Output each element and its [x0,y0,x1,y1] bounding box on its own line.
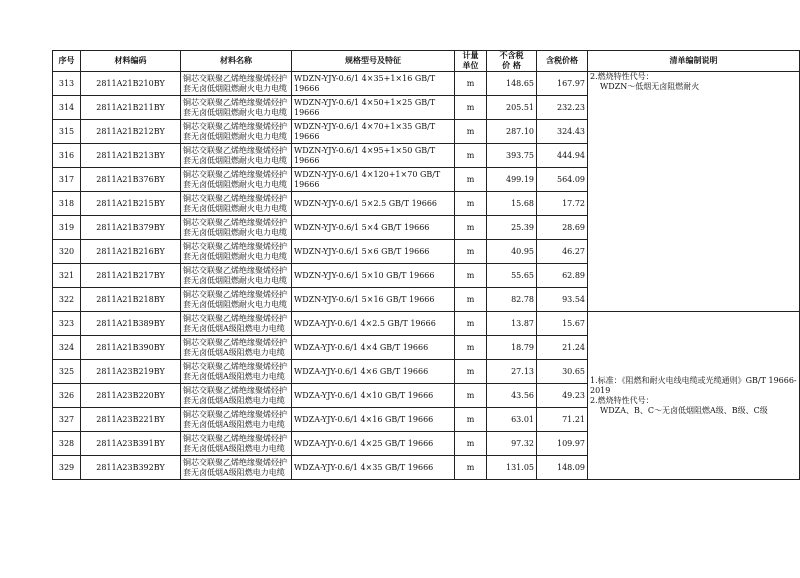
spec-cell: WDZN-YJY-0.6/1 4×120+1×70 GB/T 19666 [292,168,455,192]
code-cell: 2811A21B376BY [81,168,181,192]
code-cell: 2811A23B219BY [81,360,181,384]
seq-cell: 325 [53,360,81,384]
price-ex-tax-cell: 43.56 [487,384,537,408]
code-cell: 2811A23B391BY [81,432,181,456]
price-ex-tax-cell: 205.51 [487,96,537,120]
material-name-cell: 铜芯交联聚乙烯绝缘聚烯烃护套无卤低烟阻燃耐火电力电缆 [181,96,292,120]
material-name-cell: 铜芯交联聚乙烯绝缘聚烯烃护套无卤低烟阻燃耐火电力电缆 [181,192,292,216]
material-name-cell: 铜芯交联聚乙烯绝缘聚烯烃护套无卤低烟阻燃耐火电力电缆 [181,264,292,288]
material-name-cell: 铜芯交联聚乙烯绝缘聚烯烃护套无卤低烟A级阻燃电力电缆 [181,432,292,456]
material-name-cell: 铜芯交联聚乙烯绝缘聚烯烃护套无卤低烟阻燃耐火电力电缆 [181,120,292,144]
unit-cell: m [455,360,487,384]
unit-cell: m [455,264,487,288]
spec-cell: WDZA-YJY-0.6/1 4×2.5 GB/T 19666 [292,312,455,336]
material-name-cell: 铜芯交联聚乙烯绝缘聚烯烃护套无卤低烟阻燃耐火电力电缆 [181,240,292,264]
price-ex-tax-cell: 393.75 [487,144,537,168]
material-name-cell: 铜芯交联聚乙烯绝缘聚烯烃护套无卤低烟阻燃耐火电力电缆 [181,168,292,192]
seq-cell: 324 [53,336,81,360]
price-ex-tax-cell: 63.01 [487,408,537,432]
code-cell: 2811A21B215BY [81,192,181,216]
code-cell: 2811A21B389BY [81,312,181,336]
price-in-tax-cell: 30.65 [537,360,588,384]
header-unit: 计量 单位 [455,51,487,72]
price-in-tax-cell: 17.72 [537,192,588,216]
code-cell: 2811A23B221BY [81,408,181,432]
material-name-cell: 铜芯交联聚乙烯绝缘聚烯烃护套无卤低烟阻燃耐火电力电缆 [181,144,292,168]
code-cell: 2811A21B212BY [81,120,181,144]
price-ex-tax-cell: 55.65 [487,264,537,288]
materials-table [52,50,800,480]
price-ex-tax-cell: 40.95 [487,240,537,264]
material-name-cell: 铜芯交联聚乙烯绝缘聚烯烃护套无卤低烟A级阻燃电力电缆 [181,336,292,360]
spec-cell: WDZN-YJY-0.6/1 4×50+1×25 GB/T 19666 [292,96,455,120]
spec-cell: WDZN-YJY-0.6/1 5×10 GB/T 19666 [292,264,455,288]
unit-cell: m [455,288,487,312]
seq-cell: 321 [53,264,81,288]
note-line: 2.燃烧特性代号： [590,395,654,405]
note-line: 1.标准：《阻燃和耐火电线电缆或光缆通则》GB/T 19666-2019 [590,375,797,395]
header-row [53,51,800,72]
seq-cell: 323 [53,312,81,336]
unit-cell: m [455,432,487,456]
spec-cell: WDZN-YJY-0.6/1 4×35+1×16 GB/T 19666 [292,72,455,96]
unit-cell: m [455,408,487,432]
price-ex-tax-cell: 13.87 [487,312,537,336]
header-note: 清单编制说明 [588,51,800,72]
price-ex-tax-cell: 499.19 [487,168,537,192]
code-cell: 2811A23B392BY [81,456,181,480]
code-cell: 2811A21B218BY [81,288,181,312]
spec-cell: WDZN-YJY-0.6/1 5×4 GB/T 19666 [292,216,455,240]
seq-cell: 315 [53,120,81,144]
seq-cell: 317 [53,168,81,192]
spec-cell: WDZN-YJY-0.6/1 4×70+1×35 GB/T 19666 [292,120,455,144]
header-price-in: 含税价格 [537,51,588,72]
unit-cell: m [455,96,487,120]
price-ex-tax-cell: 18.79 [487,336,537,360]
price-in-tax-cell: 49.23 [537,384,588,408]
material-name-cell: 铜芯交联聚乙烯绝缘聚烯烃护套无卤低烟A级阻燃电力电缆 [181,408,292,432]
price-ex-tax-cell: 82.78 [487,288,537,312]
material-name-cell: 铜芯交联聚乙烯绝缘聚烯烃护套无卤低烟A级阻燃电力电缆 [181,360,292,384]
code-cell: 2811A21B211BY [81,96,181,120]
spec-cell: WDZA-YJY-0.6/1 4×6 GB/T 19666 [292,360,455,384]
code-cell: 2811A21B390BY [81,336,181,360]
seq-cell: 322 [53,288,81,312]
note-line: WDZA、B、C～无卤低烟阻燃A级、B级、C级 [600,405,768,415]
material-name-cell: 铜芯交联聚乙烯绝缘聚烯烃护套无卤低烟阻燃耐火电力电缆 [181,288,292,312]
material-name-cell: 铜芯交联聚乙烯绝缘聚烯烃护套无卤低烟A级阻燃电力电缆 [181,384,292,408]
unit-cell: m [455,384,487,408]
spec-cell: WDZA-YJY-0.6/1 4×4 GB/T 19666 [292,336,455,360]
code-cell: 2811A21B210BY [81,72,181,96]
seq-cell: 313 [53,72,81,96]
seq-cell: 329 [53,456,81,480]
price-in-tax-cell: 93.54 [537,288,588,312]
spec-cell: WDZN-YJY-0.6/1 5×16 GB/T 19666 [292,288,455,312]
price-ex-tax-cell: 148.65 [487,72,537,96]
price-in-tax-cell: 444.94 [537,144,588,168]
price-in-tax-cell: 71.21 [537,408,588,432]
seq-cell: 326 [53,384,81,408]
spec-cell: WDZA-YJY-0.6/1 4×25 GB/T 19666 [292,432,455,456]
spec-cell: WDZN-YJY-0.6/1 4×95+1×50 GB/T 19666 [292,144,455,168]
unit-cell: m [455,240,487,264]
note-cell-group2 [588,312,800,480]
price-in-tax-cell: 167.97 [537,72,588,96]
spec-cell: WDZA-YJY-0.6/1 4×10 GB/T 19666 [292,384,455,408]
price-in-tax-cell: 232.23 [537,96,588,120]
seq-cell: 319 [53,216,81,240]
price-ex-tax-cell: 287.10 [487,120,537,144]
price-in-tax-cell: 21.24 [537,336,588,360]
unit-cell: m [455,168,487,192]
table-row [53,72,800,96]
price-in-tax-cell: 148.09 [537,456,588,480]
note-cell-group1 [588,72,800,312]
price-in-tax-cell: 564.09 [537,168,588,192]
material-name-cell: 铜芯交联聚乙烯绝缘聚烯烃护套无卤低烟阻燃耐火电力电缆 [181,216,292,240]
seq-cell: 316 [53,144,81,168]
price-in-tax-cell: 109.97 [537,432,588,456]
price-in-tax-cell: 62.89 [537,264,588,288]
code-cell: 2811A23B220BY [81,384,181,408]
spec-cell: WDZN-YJY-0.6/1 5×6 GB/T 19666 [292,240,455,264]
code-cell: 2811A21B213BY [81,144,181,168]
price-ex-tax-cell: 27.13 [487,360,537,384]
unit-cell: m [455,312,487,336]
header-spec: 规格型号及特征 [292,51,455,72]
table-row [53,312,800,336]
material-name-cell: 铜芯交联聚乙烯绝缘聚烯烃护套无卤低烟阻燃耐火电力电缆 [181,72,292,96]
seq-cell: 318 [53,192,81,216]
unit-cell: m [455,144,487,168]
price-in-tax-cell: 46.27 [537,240,588,264]
material-name-cell: 铜芯交联聚乙烯绝缘聚烯烃护套无卤低烟A级阻燃电力电缆 [181,312,292,336]
price-in-tax-cell: 28.69 [537,216,588,240]
price-ex-tax-cell: 131.05 [487,456,537,480]
unit-cell: m [455,72,487,96]
seq-cell: 327 [53,408,81,432]
unit-cell: m [455,216,487,240]
header-name: 材料名称 [181,51,292,72]
note-line: WDZN～低烟无卤阻燃耐火 [600,82,700,91]
code-cell: 2811A21B217BY [81,264,181,288]
unit-cell: m [455,192,487,216]
seq-cell: 320 [53,240,81,264]
spec-cell: WDZA-YJY-0.6/1 4×16 GB/T 19666 [292,408,455,432]
code-cell: 2811A21B379BY [81,216,181,240]
material-name-cell: 铜芯交联聚乙烯绝缘聚烯烃护套无卤低烟A级阻燃电力电缆 [181,456,292,480]
price-ex-tax-cell: 97.32 [487,432,537,456]
header-seq: 序号 [53,51,81,72]
code-cell: 2811A21B216BY [81,240,181,264]
unit-cell: m [455,120,487,144]
price-in-tax-cell: 324.43 [537,120,588,144]
spec-cell: WDZA-YJY-0.6/1 4×35 GB/T 19666 [292,456,455,480]
spec-cell: WDZN-YJY-0.6/1 5×2.5 GB/T 19666 [292,192,455,216]
header-code: 材料编码 [81,51,181,72]
unit-cell: m [455,456,487,480]
header-price-ex: 不含税 价 格 [487,51,537,72]
unit-cell: m [455,336,487,360]
seq-cell: 328 [53,432,81,456]
note-line: 2.燃烧特性代号： [590,72,654,81]
price-ex-tax-cell: 25.39 [487,216,537,240]
seq-cell: 314 [53,96,81,120]
price-in-tax-cell: 15.67 [537,312,588,336]
price-ex-tax-cell: 15.68 [487,192,537,216]
